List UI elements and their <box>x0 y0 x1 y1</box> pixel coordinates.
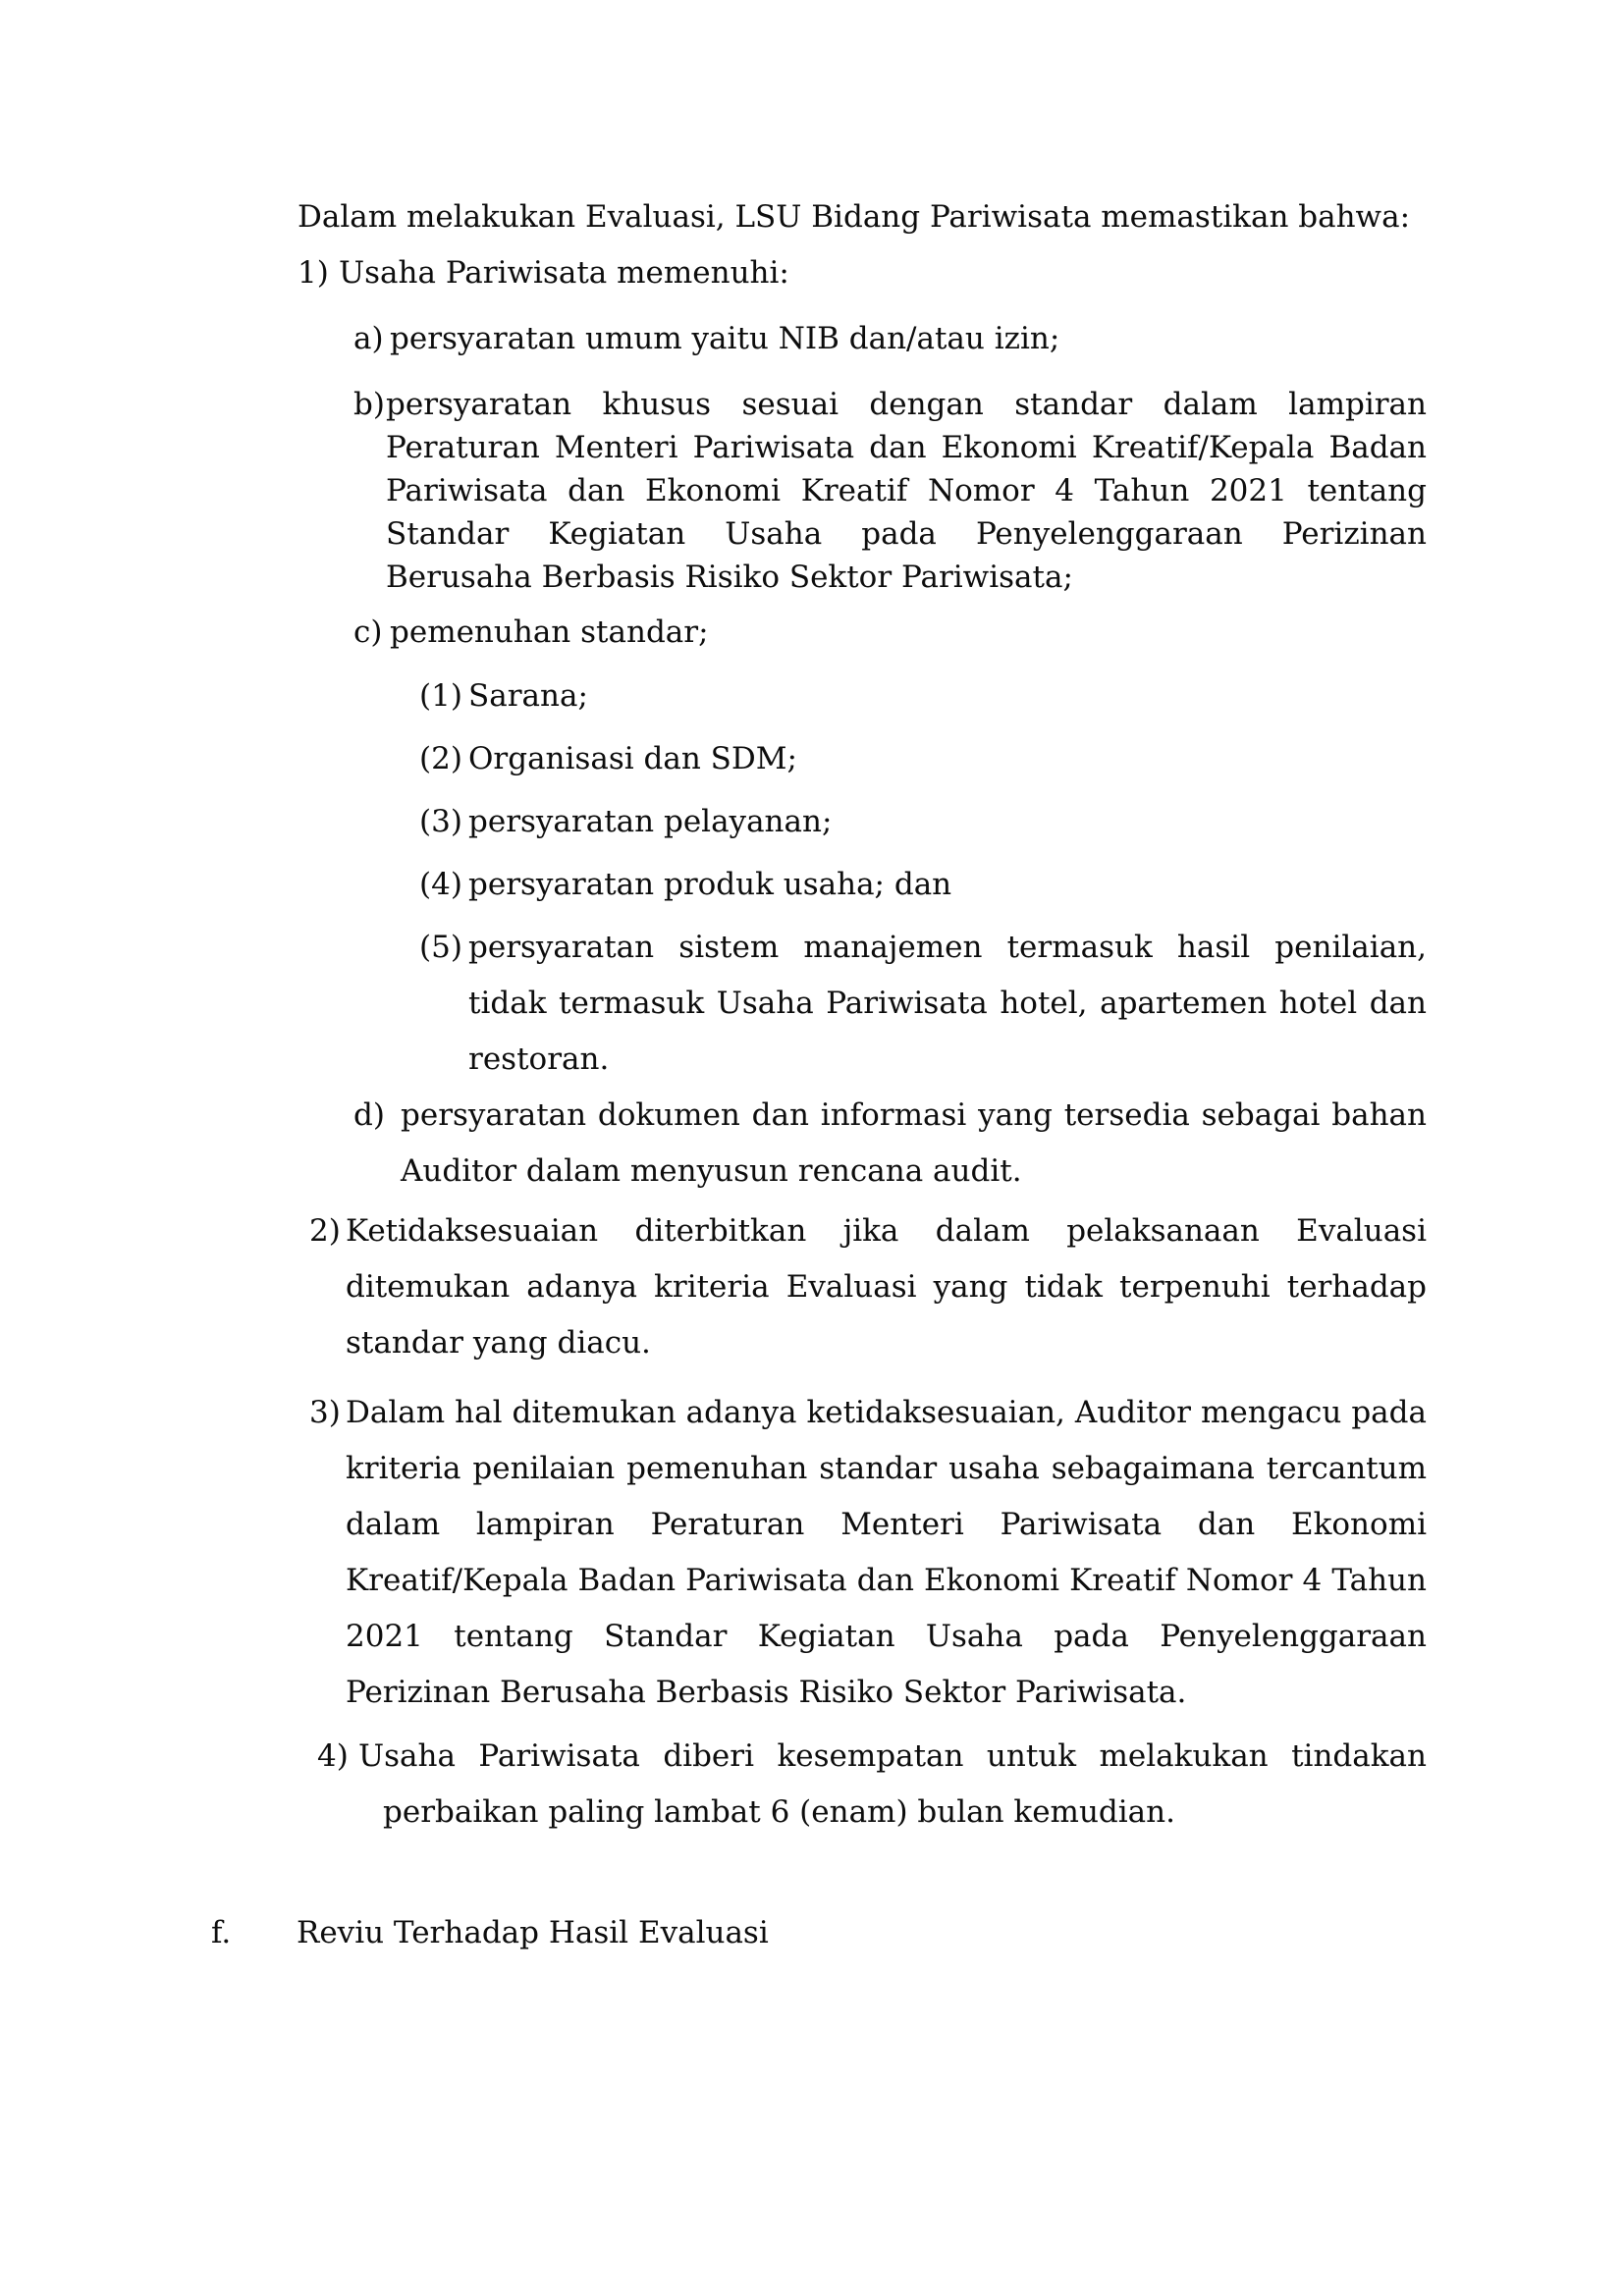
list-item-1c-marker: c) <box>353 614 383 650</box>
list-item-1b-marker: b) <box>353 387 385 422</box>
list-item-1c-5 <box>419 920 1427 1088</box>
list-item-1c-4-text: persyaratan produk usaha; dan <box>468 867 952 902</box>
list-item-1c-3 <box>419 794 1427 850</box>
list-item-1c-4 <box>419 857 1427 913</box>
intro-paragraph: Dalam melakukan Evaluasi, LSU Bidang Pariwisata memastikan bahwa: <box>298 199 1411 235</box>
list-item-1a-text: persyaratan umum yaitu NIB dan/atau izin; <box>390 321 1060 356</box>
section-heading-f-marker: f. <box>211 1915 232 1950</box>
list-item-1c-2 <box>419 731 1427 787</box>
list-item-1 <box>298 245 1427 301</box>
section-heading-f-text: Reviu Terhadap Hasil Evaluasi <box>297 1915 769 1950</box>
list-item-1c-1 <box>419 668 1427 724</box>
list-item-1c-3-text: persyaratan pelayanan; <box>468 804 833 839</box>
list-item-1d-marker: d) <box>353 1097 385 1133</box>
list-item-4-marker: 4) <box>317 1738 349 1774</box>
section-heading-f <box>211 1905 1427 1961</box>
list-item-3-text: Dalam hal ditemukan adanya ketidaksesuaian, Auditor mengacu pada kriteria penilaian pemenuhan standar usaha sebagaimana tercantum dalam lampiran Peraturan Menteri Pariwisata dan Ekonomi Kreatif/Kepala Badan Pariwisata dan Ekonomi Kreatif Nomor 4 Tahun 2021 tentang Standar Kegiatan Usaha pada Penyelenggaraan Perizinan Berusaha Berbasis Risiko Sektor Pariwisata. <box>346 1395 1427 1710</box>
list-item-1c <box>353 605 1427 661</box>
list-item-1a-marker: a) <box>353 321 384 356</box>
list-item-2 <box>309 1203 1427 1371</box>
list-item-1-text: Usaha Pariwisata memenuhi: <box>339 255 789 291</box>
list-item-1c-5-text: persyaratan sistem manajemen termasuk hasil penilaian, tidak termasuk Usaha Pariwisata hotel, apartemen hotel dan restoran. <box>468 930 1427 1077</box>
list-item-1c-1-text: Sarana; <box>468 678 588 714</box>
list-item-2-marker: 2) <box>309 1213 341 1249</box>
list-item-4 <box>317 1729 1427 1841</box>
list-item-1c-2-text: Organisasi dan SDM; <box>468 741 797 776</box>
list-item-1c-4-marker: (4) <box>419 867 462 902</box>
list-item-1a <box>353 311 1427 367</box>
list-item-1c-1-marker: (1) <box>419 678 462 714</box>
list-item-1c-text: pemenuhan standar; <box>390 614 709 650</box>
list-item-1d-text: persyaratan dokumen dan informasi yang tersedia sebagai bahan Auditor dalam menyusun rencana audit. <box>401 1097 1427 1189</box>
document-content <box>211 189 1427 1961</box>
list-item-1c-5-marker: (5) <box>419 930 462 965</box>
list-item-1d <box>353 1088 1427 1200</box>
list-item-1c-3-marker: (3) <box>419 804 462 839</box>
list-item-1b <box>353 383 1427 599</box>
list-item-2-text: Ketidaksesuaian diterbitkan jika dalam pelaksanaan Evaluasi ditemukan adanya kriteria Evaluasi yang tidak terpenuhi terhadap standar yang diacu. <box>346 1213 1427 1361</box>
list-item-4-text: Usaha Pariwisata diberi kesempatan untuk melakukan tindakan perbaikan paling lambat 6 (enam) bulan kemudian. <box>358 1738 1427 1830</box>
list-item-1c-2-marker: (2) <box>419 741 462 776</box>
list-item-3-marker: 3) <box>309 1395 341 1430</box>
list-item-1b-text: persyaratan khusus sesuai dengan standar dalam lampiran Peraturan Menteri Pariwisata dan Ekonomi Kreatif/Kepala Badan Pariwisata dan Ekonomi Kreatif Nomor 4 Tahun 2021 tentang Standar Kegiatan Usaha pada Penyelenggaraan Perizinan Berusaha Berbasis Risiko Sektor Pariwisata; <box>386 387 1427 595</box>
list-item-1-marker: 1) <box>298 255 329 291</box>
list-item-3 <box>309 1385 1427 1721</box>
